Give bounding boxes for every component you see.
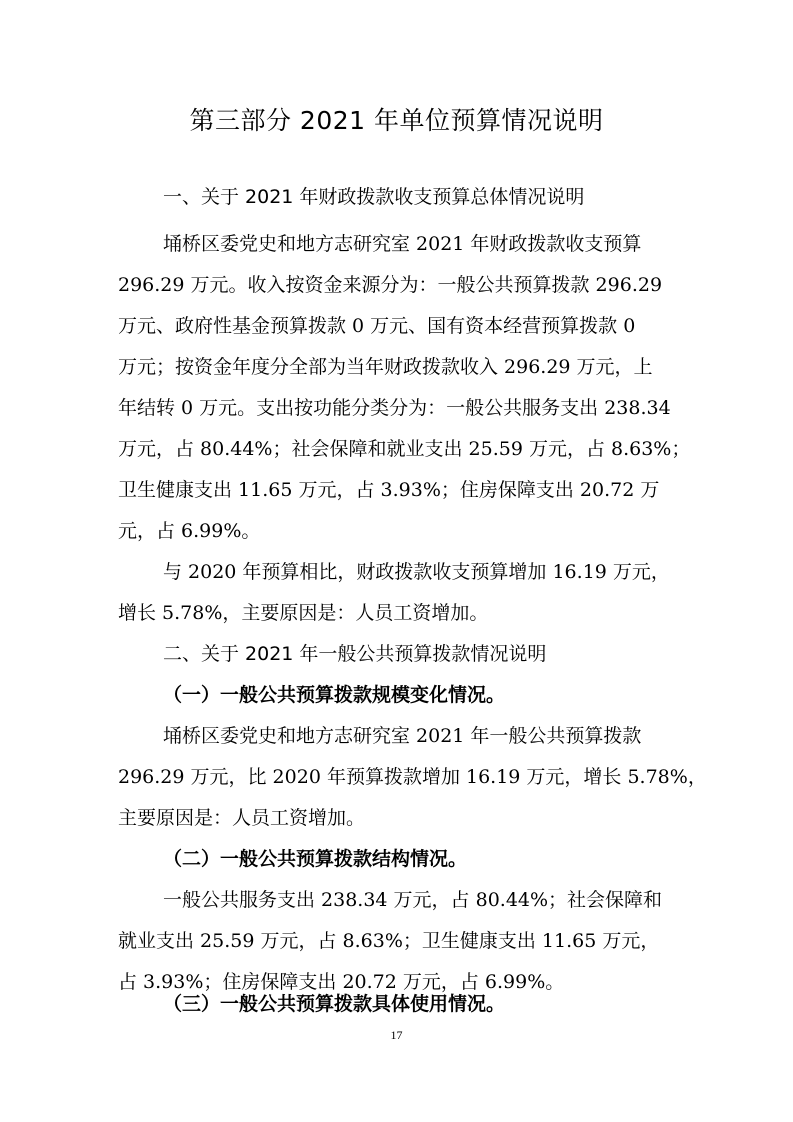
page-number: 17	[390, 1028, 403, 1042]
section1-para1-line1: 埇桥区委党史和地方志研究室 2021 年财政拨款收支预算	[163, 233, 642, 255]
sub2-line3: 占 3.93%；住房保障支出 20.72 万元，占 6.99%。	[118, 971, 565, 993]
section1-para1-line3: 万元、政府性基金预算拨款 0 万元、国有资本经营预算拨款 0	[118, 315, 636, 337]
section1-para1-line2: 296.29 万元。收入按资金来源分为：一般公共预算拨款 296.29	[118, 274, 663, 296]
section1-para2-line1: 与 2020 年预算相比，财政拨款收支预算增加 16.19 万元，	[163, 561, 670, 583]
sub3-heading: （三）一般公共预算拨款具体使用情况。	[163, 993, 506, 1015]
section2-heading: 二、关于 2021 年一般公共预算拨款情况说明	[163, 643, 547, 665]
section1-para2-line2: 增长 5.78%，主要原因是：人员工资增加。	[118, 602, 489, 624]
sub1-line1: 埇桥区委党史和地方志研究室 2021 年一般公共预算拨款	[163, 725, 642, 747]
sub1-line3: 主要原因是：人员工资增加。	[118, 807, 366, 829]
section1-para1-line4: 万元；按资金年度分全部为当年财政拨款收入 296.29 万元，上	[118, 356, 653, 378]
section1-heading: 一、关于 2021 年财政拨款收支预算总体情况说明	[163, 186, 585, 208]
section1-para1-line6: 万元，占 80.44%；社会保障和就业支出 25.59 万元，占 8.63%；	[118, 438, 691, 460]
section1-para1-line8: 元，占 6.99%。	[118, 520, 261, 542]
sub2-line2: 就业支出 25.59 万元，占 8.63%；卫生健康支出 11.65 万元，	[118, 930, 660, 952]
section1-para1-line7: 卫生健康支出 11.65 万元，占 3.93%；住房保障支出 20.72 万	[118, 479, 660, 501]
sub1-line2: 296.29 万元，比 2020 年预算拨款增加 16.19 万元，增长 5.78%，	[118, 766, 707, 788]
sub1-heading: （一）一般公共预算拨款规模变化情况。	[163, 684, 506, 706]
sub2-line1: 一般公共服务支出 238.34 万元，占 80.44%；社会保障和	[163, 889, 663, 911]
sub2-heading: （二）一般公共预算拨款结构情况。	[163, 848, 468, 870]
section1-para1-line5: 年结转 0 万元。支出按功能分类分为：一般公共服务支出 238.34	[118, 397, 671, 419]
page-title: 第三部分 2021 年单位预算情况说明	[189, 106, 604, 135]
